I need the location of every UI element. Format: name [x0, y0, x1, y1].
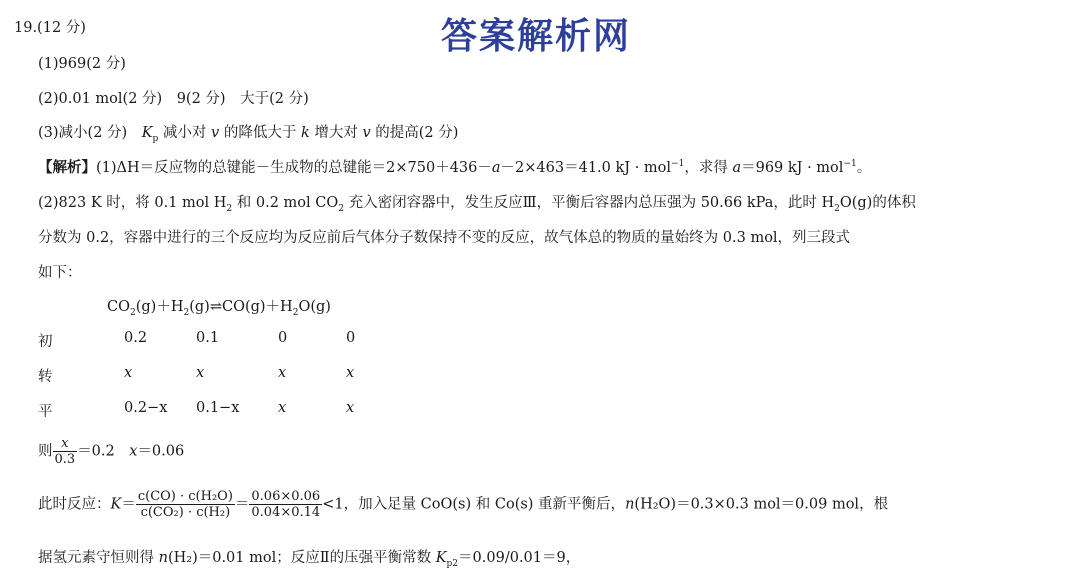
ice-cell: 0.2 [124, 330, 148, 346]
k-symbol: k [300, 125, 310, 141]
analysis-1-text-b: －2×463＝41.0 kJ · mol [500, 160, 672, 176]
eq-co2-state: (g)＋H [135, 299, 184, 315]
eq-co: CO(g)＋H [221, 299, 293, 315]
k-tail: <1，加入足量 CoO(s) 和 Co(s) 重新平衡后， [322, 496, 626, 513]
eq-sub-b: 2 [183, 307, 190, 318]
ice-cell: 0.1 [196, 330, 220, 346]
k-frac1-num: c(CO) · c(H₂O) [137, 489, 233, 504]
eq-sub-a: 2 [129, 307, 136, 318]
ice-cell: x [346, 365, 355, 381]
kp2-subscript: p2 [446, 558, 459, 569]
p2-sub-3: 2 [834, 203, 840, 214]
answer-3-text-a: 减小对 [158, 125, 212, 141]
answer-3-text-b: 的降低大于 [219, 125, 301, 141]
k-fraction-2 [249, 489, 322, 520]
k-eq-2: ＝ [234, 496, 250, 513]
eq-h2o: O(g) [298, 299, 331, 315]
k-frac1-den: c(CO₂) · c(H₂) [140, 505, 231, 520]
k-frac2-num: 0.06×0.06 [251, 489, 321, 504]
solve-x-var: x [129, 443, 138, 460]
equilibrium-arrow-icon: ⇌ [209, 299, 222, 315]
question-number: 19.(12 分) [14, 20, 86, 36]
eq-co2: CO [107, 299, 130, 315]
analysis-1-text-c: ，求得 [684, 160, 733, 176]
answer-2: (2)0.01 mol(2 分) 9(2 分) 大于(2 分) [38, 91, 309, 107]
ice-cell: 0 [278, 330, 288, 346]
eq-h2-state: (g) [189, 299, 210, 315]
analysis-part-2-line-1 [38, 191, 916, 214]
last-text-c: ＝0.09/0.01＝9， [458, 550, 581, 566]
analysis-1-text-d: ＝969 kJ · mol [741, 160, 844, 176]
p2-text-a: (2)823 K 时，将 0.1 mol H [38, 195, 227, 211]
k-frac2-den: 0.04×0.14 [251, 505, 321, 520]
ice-cell: x [278, 400, 287, 416]
exp-1: −1 [671, 159, 685, 170]
p2-sub-1: 2 [226, 203, 233, 214]
ice-cell: 0 [346, 330, 356, 346]
ice-cell: x [124, 365, 133, 381]
var-a-1: a [491, 160, 501, 176]
answer-3-text-c: 增大对 [309, 125, 363, 141]
answer-3-prefix: (3)减小(2 分) [38, 125, 142, 141]
solve-eq: ＝0.2 [77, 443, 130, 460]
solve-prefix: 则 [38, 443, 53, 460]
kp-symbol: K [141, 125, 153, 141]
kp2-symbol: K [435, 550, 447, 566]
ice-cell: 0.1−x [196, 400, 240, 416]
p2-text-c: 充入密闭容器中，发生反应Ⅲ，平衡后容器内总压强为 50.66 kPa，此时 H [344, 195, 835, 211]
ice-cell: x [196, 365, 205, 381]
solve-x-line [38, 436, 184, 467]
p2-sub-2: 2 [338, 203, 344, 214]
analysis-part-2-line-3: 如下： [38, 265, 82, 281]
solve-num: x [53, 436, 78, 452]
v-symbol-1: v [211, 125, 220, 141]
k-fraction-1 [136, 489, 235, 520]
analysis-part-1 [38, 156, 871, 177]
answer-3 [38, 121, 458, 144]
ice-row-label: 初 [38, 334, 53, 350]
eq-sub-c: 2 [292, 307, 299, 318]
k-symbol-main: K [110, 496, 122, 513]
analysis-1-end: 。 [856, 160, 872, 176]
analysis-tag: 【解析】 [38, 159, 96, 176]
ice-row-label: 平 [38, 404, 53, 420]
last-text-a: 据氢元素守恒则得 [38, 550, 159, 566]
analysis-part-2-line-2: 分数为 0.2，容器中进行的三个反应均为反应前后气体分子数保持不变的反应，故气体总的物质的量始终为 0.3 mol，列三段式 [38, 230, 851, 246]
ice-cell: x [346, 400, 355, 416]
ice-row-label: 转 [38, 369, 53, 385]
last-n-var: n [158, 550, 168, 566]
v-symbol-2: v [362, 125, 371, 141]
solve-result: ＝0.06 [137, 443, 185, 460]
var-a-2: a [732, 160, 742, 176]
k-prefix: 此时反应： [38, 496, 111, 513]
answer-3-text-d: 的提高(2 分) [370, 125, 459, 141]
answer-1: (1)969(2 分) [38, 56, 126, 72]
k-eq-1: ＝ [121, 496, 136, 513]
hydrogen-conservation-line [38, 546, 580, 569]
p2-text-b: 和 0.2 mol CO [232, 195, 339, 211]
p2-text-d: O(g)的体积 [839, 195, 916, 211]
k-tail-2: (H₂O)＝0.3×0.3 mol＝0.09 mol，根 [634, 496, 889, 513]
kp-subscript: p [152, 133, 159, 144]
ice-cell: 0.2−x [124, 400, 168, 416]
watermark-title: 答案解析网 [441, 16, 632, 57]
exp-2: −1 [843, 159, 857, 170]
analysis-1-text-a: (1)ΔH＝反应物的总键能－生成物的总键能＝2×750＋436－ [96, 160, 492, 176]
equilibrium-constant-line [38, 489, 888, 520]
ice-cell: x [278, 365, 287, 381]
k-n-var: n [625, 496, 635, 513]
solve-fraction [53, 436, 78, 467]
solve-den: 0.3 [54, 452, 76, 467]
last-text-b: (H₂)＝0.01 mol；反应Ⅱ的压强平衡常数 [167, 550, 436, 566]
reaction-equation [107, 295, 331, 318]
